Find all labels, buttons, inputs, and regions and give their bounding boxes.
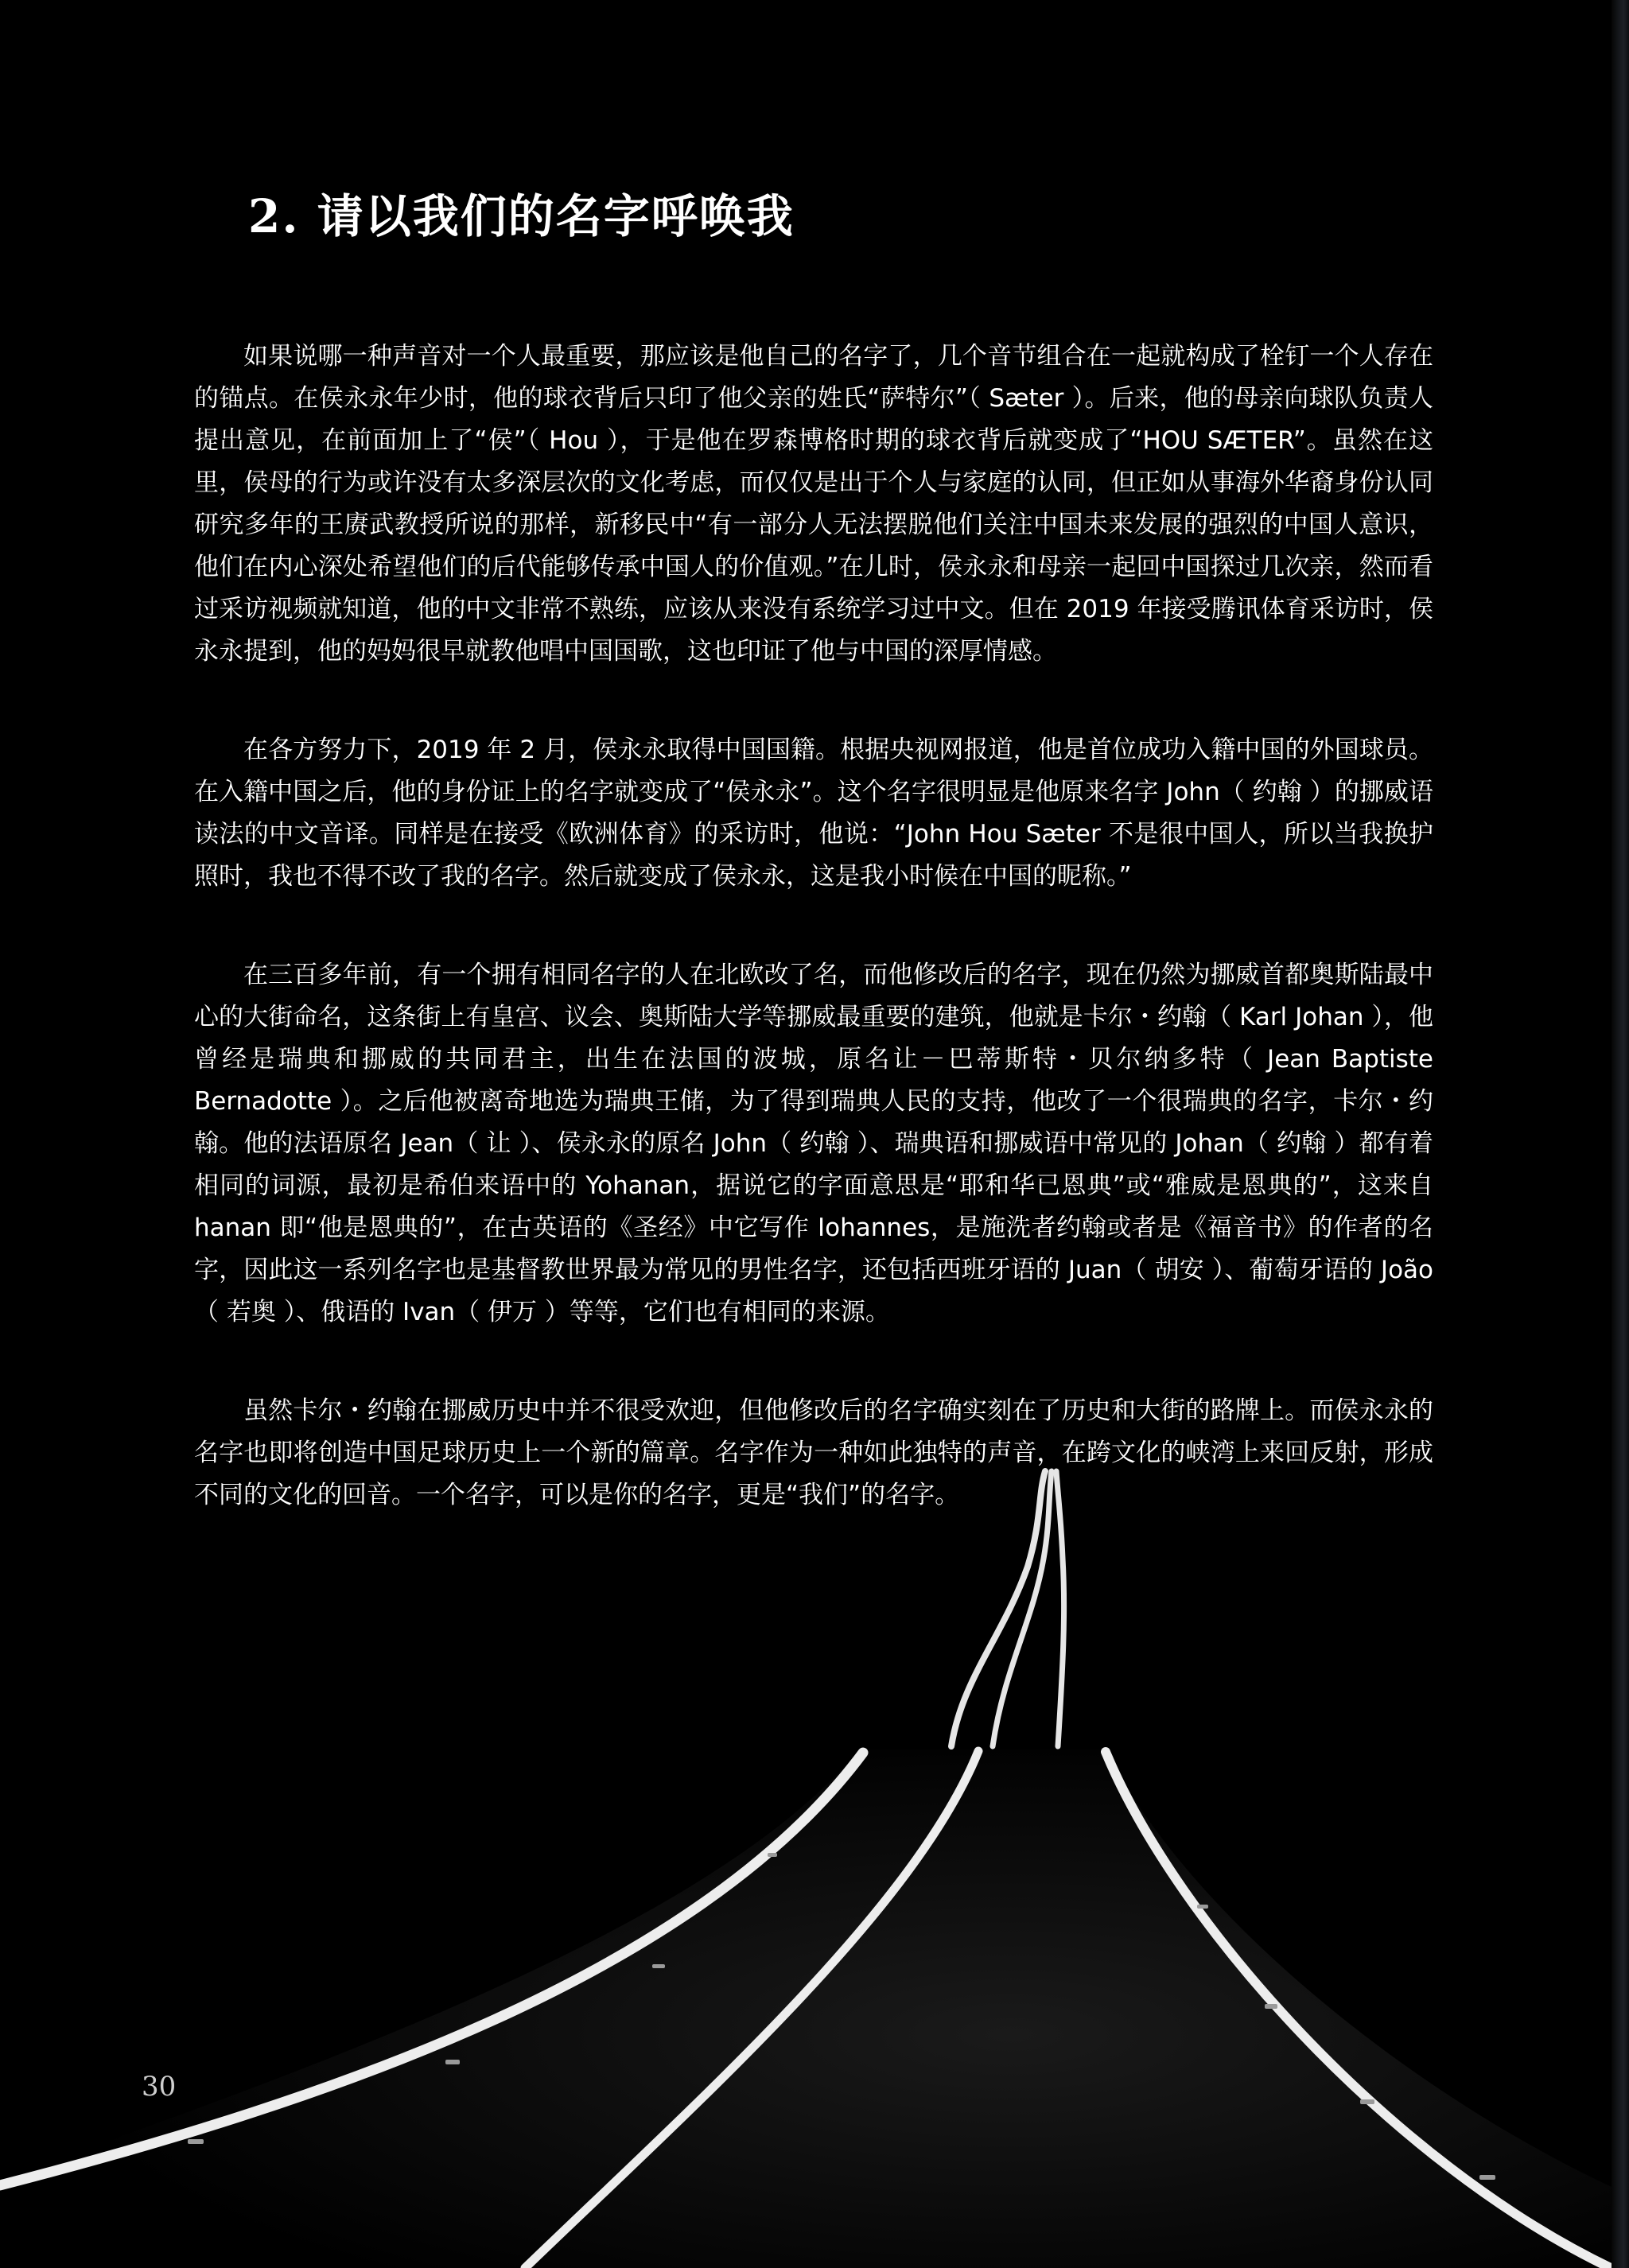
paragraph-3: 在三百多年前，有一个拥有相同名字的人在北欧改了名，而他修改后的名字，现在仍然为挪威首都奥斯陆最中心的大街命名，这条街上有皇宫、议会、奥斯陆大学等挪威最重要的建筑，他就是卡尔・约翰（ Karl Johan ），他曾经是瑞典和挪威的共同君主，出生在法国的波城，原名让－巴蒂斯特・贝尔纳多特（ Jean Baptiste Bernadotte ）。之后他被离奇地选为瑞典王储，为了得到瑞典人民的支持，他改了一个很瑞典的名字，卡尔・约翰。他的法语原名 Jean（ 让 ）、侯永永的原名 John（ 约翰 ）、瑞典语和挪威语中常见的 Johan（ 约翰 ）都有着相同的词源，最初是希伯来语中的 Yohanan，据说它的字面意思是“耶和华已恩典”或“雅威是恩典的”，这来自 hanan 即“他是恩典的”，在古英语的《圣经》中它写作 Iohannes，是施洗者约翰或者是《福音书》的作者的名字，因此这一系列名字也是基督教世界最为常见的男性名字，还包括西班牙语的 Juan（ 胡安 ）、葡萄牙语的 João（ 若奥 ）、俄语的 Ivan（ 伊万 ）等等，它们也有相同的来源。	[194, 961, 1433, 1326]
paragraph-4: 虽然卡尔・约翰在挪威历史中并不很受欢迎，但他修改后的名字确实刻在了历史和大街的路牌上。而侯永永的名字也即将创造中国足球历史上一个新的篇章。名字作为一种如此独特的声音，在跨文化的峡湾上来回反射，形成不同的文化的回音。一个名字，可以是你的名字，更是“我们”的名字。	[194, 1396, 1433, 1509]
article-body	[194, 336, 1433, 1573]
page-number: 30	[142, 2071, 177, 2103]
page-spine-edge	[1612, 0, 1629, 2268]
section-heading: 2. 请以我们的名字呼唤我	[248, 189, 795, 243]
paragraph-2: 在各方努力下，2019 年 2 月，侯永永取得中国国籍。根据央视网报道，他是首位成功入籍中国的外国球员。在入籍中国之后，他的身份证上的名字就变成了“侯永永”。这个名字很明显是他原来名字 John（ 约翰 ）的挪威语读法的中文音译。同样是在接受《欧洲体育》的采访时，他说：“John Hou Sæter 不是很中国人，所以当我换护照时，我也不得不改了我的名字。然后就变成了侯永永，这是我小时候在中国的昵称。”	[194, 736, 1433, 891]
paragraph-1: 如果说哪一种声音对一个人最重要，那应该是他自己的名字了，几个音节组合在一起就构成了栓钉一个人存在的锚点。在侯永永年少时，他的球衣背后只印了他父亲的姓氏“萨特尔”（ Sæter ）。后来，他的母亲向球队负责人提出意见，在前面加上了“侯”（ Hou ），于是他在罗森博格时期的球衣背后就变成了“HOU SÆTER”。虽然在这里，侯母的行为或许没有太多深层次的文化考虑，而仅仅是出于个人与家庭的认同，但正如从事海外华裔身份认同研究多年的王赓武教授所说的那样，新移民中“有一部分人无法摆脱他们关注中国未来发展的强烈的中国人意识，他们在内心深处希望他们的后代能够传承中国人的价值观。”在儿时，侯永永和母亲一起回中国探过几次亲，然而看过采访视频就知道，他的中文非常不熟练，应该从来没有系统学习过中文。但在 2019 年接受腾讯体育采访时，侯永永提到，他的妈妈很早就教他唱中国国歌，这也印证了他与中国的深厚情感。	[194, 342, 1433, 666]
